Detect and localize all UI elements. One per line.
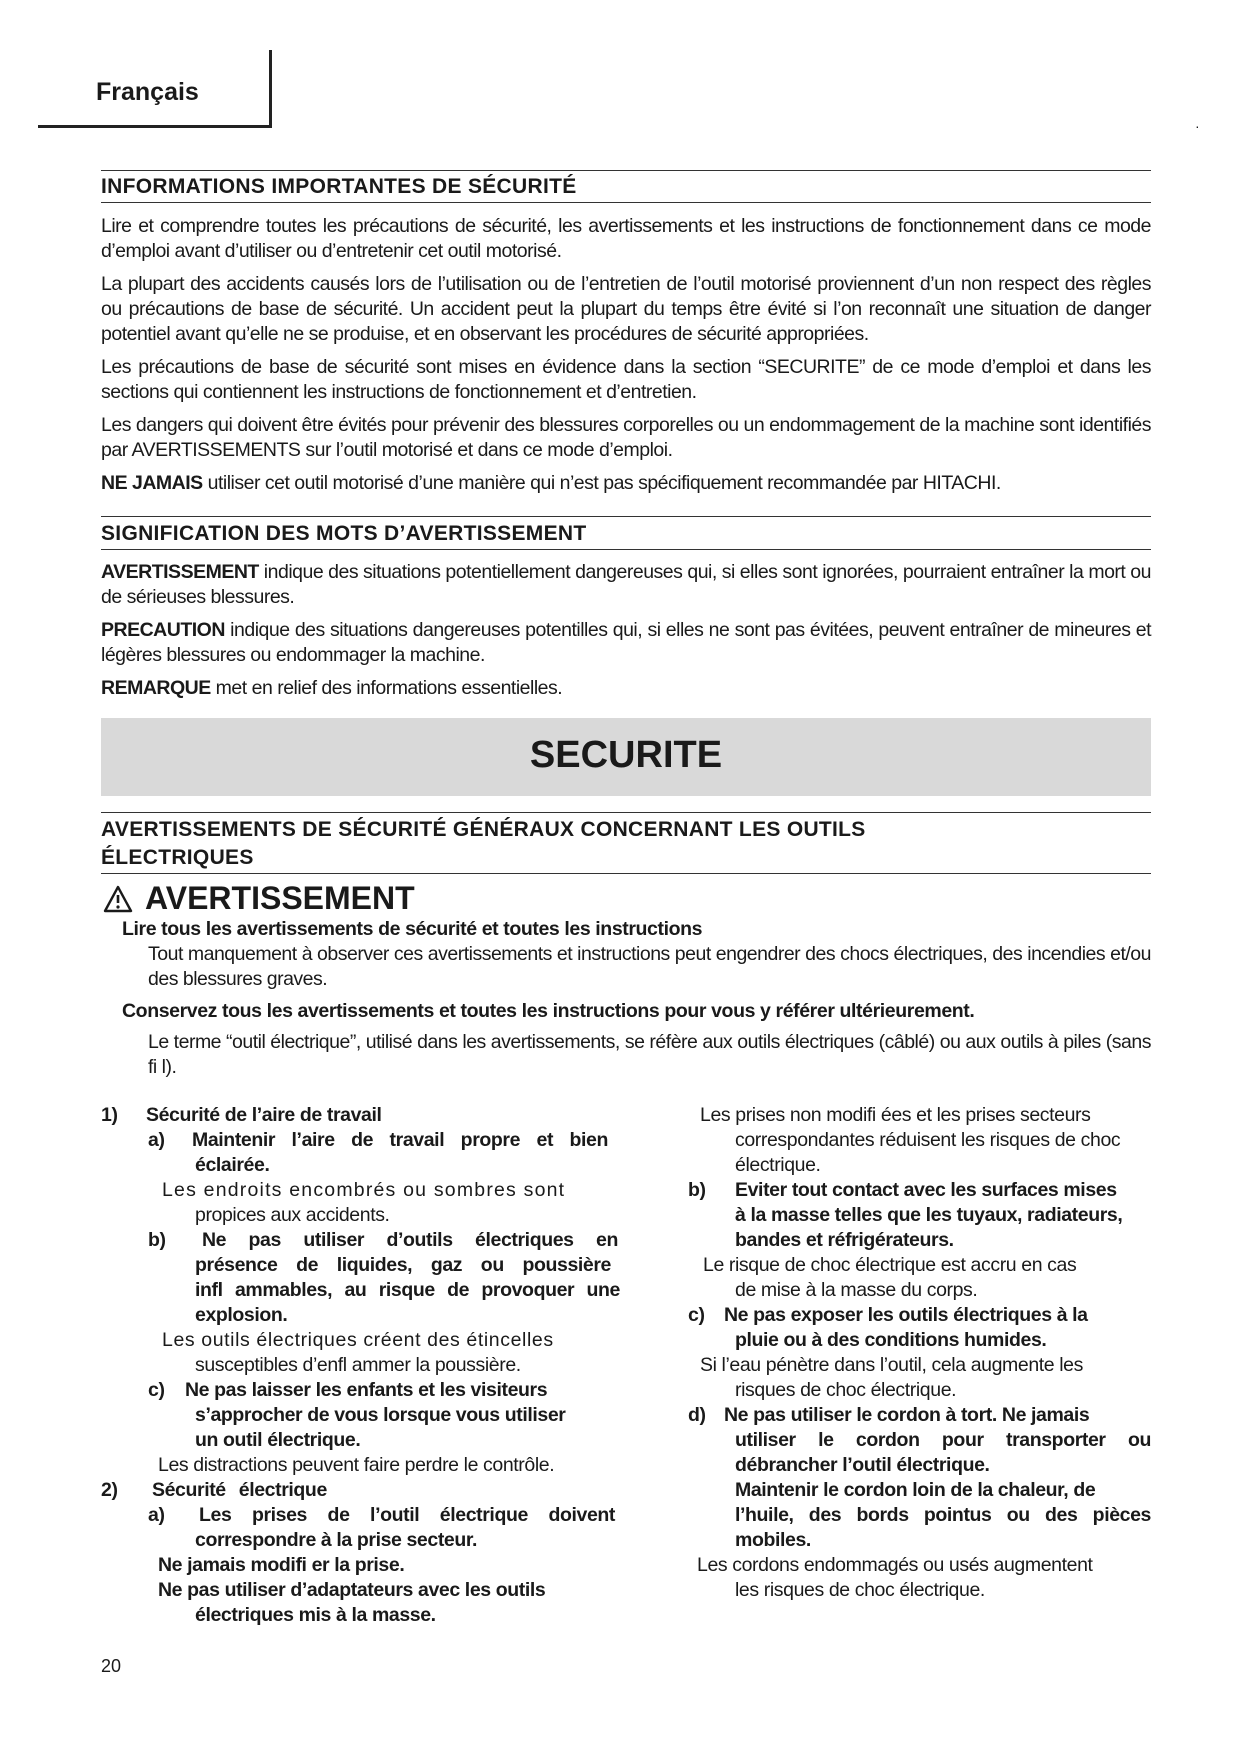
paragraph: Lire et comprendre toutes les précautions de sécurité, les avertissements et les instructions de fonctionnement dans ce mode d’emploi avant d’utiliser ou d’entretenir cet outil motorisé. [101, 215, 1151, 262]
item-text: propices aux accidents. [195, 1204, 390, 1226]
item-text: Si l’eau pénètre dans l’outil, cela augmente les [700, 1354, 1083, 1376]
item-text: Les endroits encombrés ou sombres sont [162, 1179, 566, 1201]
definition-warning [101, 560, 1151, 610]
section-rule [101, 549, 1151, 550]
bold-term: REMARQUE [101, 677, 211, 699]
item-heading: Ne pas utiliser d’adaptateurs avec les outils [158, 1579, 546, 1601]
paragraph-never [101, 471, 1151, 496]
bold-term: PRECAUTION [101, 619, 225, 641]
item-label: c) [148, 1379, 165, 1401]
paragraph: Les dangers qui doivent être évités pour prévenir des blessures corporelles ou un endommagement de la machine sont identifiés par AVERTISSEMENTS sur l’outil motorisé et dans ce mode d’emploi. [101, 414, 1151, 461]
item-heading: infl ammables, au risque de provoquer une [195, 1279, 620, 1301]
item-heading: débrancher l’outil électrique. [735, 1454, 990, 1476]
definition-text: met en relief des informations essentielles. [210, 677, 563, 699]
definition-caution [101, 618, 1151, 668]
item-text: risques de choc électrique. [735, 1379, 957, 1401]
bold-term: AVERTISSEMENT [101, 561, 259, 583]
item-heading: Ne jamais modifi er la prise. [158, 1554, 405, 1576]
item-text: Les cordons endommagés ou usés augmentent [697, 1554, 1093, 1576]
item-label: b) [688, 1179, 706, 1201]
item-text: Le risque de choc électrique est accru en cas [703, 1254, 1077, 1276]
section-title-signal-words: SIGNIFICATION DES MOTS D’AVERTISSEMENT [101, 522, 587, 545]
list-number: 2) [101, 1479, 118, 1501]
section-title-general-warnings-line2: ÉLECTRIQUES [101, 846, 254, 869]
item-heading: Les prises de l’outil électrique doivent [199, 1504, 615, 1526]
definition-note [101, 676, 1151, 701]
page-number: 20 [101, 1656, 122, 1676]
item-text: Les distractions peuvent faire perdre le contrôle. [158, 1454, 555, 1476]
item-heading: bandes et réfrigérateurs. [735, 1229, 954, 1251]
paragraph: Le terme “outil électrique”, utilisé dans les avertissements, se réfère aux outils électriques (câblé) ou aux outils à piles (sans fi l). [148, 1031, 1151, 1078]
item-heading: Ne pas utiliser le cordon à tort. Ne jamais [724, 1404, 1090, 1426]
item-text: Les outils électriques créent des étincelles [162, 1329, 554, 1351]
read-all-heading: Lire tous les avertissements de sécurité et toutes les instructions [122, 918, 703, 940]
item-heading: un outil électrique. [195, 1429, 361, 1451]
warning-heading [103, 880, 415, 917]
section-title-important-info: INFORMATIONS IMPORTANTES DE SÉCURITÉ [101, 175, 577, 198]
banner-title: SECURITE [529, 734, 723, 776]
item-heading: mobiles. [735, 1529, 811, 1551]
item-text: susceptibles d’enfl ammer la poussière. [195, 1354, 521, 1376]
item-heading: Maintenir le cordon loin de la chaleur, de [735, 1479, 1096, 1501]
keep-heading: Conservez tous les avertissements et toutes les instructions pour vous y référer ultérieurement. [122, 1000, 975, 1022]
item-heading: Maintenir l’aire de travail propre et bien [192, 1129, 608, 1151]
section-rule [101, 170, 1151, 171]
list-number: 1) [101, 1104, 118, 1126]
warning-label: AVERTISSEMENT [145, 880, 415, 916]
section-rule [101, 873, 1151, 874]
section-rule [101, 516, 1151, 517]
item-heading: Eviter tout contact avec les surfaces mises [735, 1179, 1117, 1201]
item-heading: Ne pas exposer les outils électriques à la [724, 1304, 1088, 1326]
item-label: a) [148, 1504, 165, 1526]
section-rule [101, 812, 1151, 813]
item-text: de mise à la masse du corps. [735, 1279, 978, 1301]
item-text: électrique. [735, 1154, 821, 1176]
paragraph: Les précautions de base de sécurité sont mises en évidence dans la section “SECURITE” de ce mode d’emploi et dans les sections qui contiennent les instructions de fonctionnement et d’entretien. [101, 356, 1151, 403]
item-label: a) [148, 1129, 165, 1151]
paragraph-text: utiliser cet outil motorisé d’une manière qui n’est pas spécifiquement recommandée par HITACHI. [202, 472, 1001, 494]
warning-triangle-icon [103, 885, 133, 913]
item-heading: éclairée. [195, 1154, 270, 1176]
item-heading: électriques mis à la masse. [195, 1604, 436, 1626]
paragraph: Tout manquement à observer ces avertissements et instructions peut engendrer des chocs électriques, des incendies et/ou des blessures graves. [148, 943, 1151, 990]
definition-text: indique des situations potentiellement dangereuses qui, si elles sont ignorées, pourraient entraîner la mort ou de sérieuses blessures. [101, 561, 1151, 608]
section-title-general-warnings: AVERTISSEMENTS DE SÉCURITÉ GÉNÉRAUX CONCERNANT LES OUTILS [101, 818, 866, 841]
item-heading: correspondre à la prise secteur. [195, 1529, 478, 1551]
item-label: c) [688, 1304, 705, 1326]
item-heading: pluie ou à des conditions humides. [735, 1329, 1047, 1351]
item-text: correspondantes réduisent les risques de choc [735, 1129, 1121, 1151]
item-heading: Ne pas utiliser d’outils électriques en [202, 1229, 618, 1251]
list-heading: Sécurité électrique [152, 1479, 327, 1501]
list-heading: Sécurité de l’aire de travail [146, 1104, 382, 1126]
item-label: d) [688, 1404, 706, 1426]
item-heading: explosion. [195, 1304, 288, 1326]
item-heading: s’approcher de vous lorsque vous utiliser [195, 1404, 566, 1426]
item-heading: présence de liquides, gaz ou poussière [195, 1254, 611, 1276]
stray-mark: · [1195, 118, 1200, 134]
item-heading: utiliser le cordon pour transporter ou [735, 1429, 1151, 1451]
item-text: Les prises non modifi ées et les prises secteurs [700, 1104, 1091, 1126]
item-heading: à la masse telles que les tuyaux, radiateurs, [735, 1204, 1123, 1226]
bold-term: NE JAMAIS [101, 472, 203, 494]
paragraph: La plupart des accidents causés lors de l’utilisation ou de l’entretien de l’outil motorisé proviennent d’un non respect des règles ou précautions de base de sécurité. Un accident peut la plupart du temps être évité si l’on reconnaît une situation de danger potentiel avant qu’elle ne se produise, et en observant les procédures de sécurité appropriées. [101, 273, 1151, 345]
item-text: les risques de choc électrique. [735, 1579, 985, 1601]
item-heading: l’huile, des bords pointus ou des pièces [735, 1504, 1151, 1526]
language-label: Français [96, 78, 199, 106]
item-label: b) [148, 1229, 166, 1251]
section-rule [101, 202, 1151, 203]
definition-text: indique des situations dangereuses potentilles qui, si elles ne sont pas évitées, peuvent entraîner de mineures et légères blessures ou endommager la machine. [101, 619, 1151, 666]
item-heading: Ne pas laisser les enfants et les visiteurs [185, 1379, 548, 1401]
